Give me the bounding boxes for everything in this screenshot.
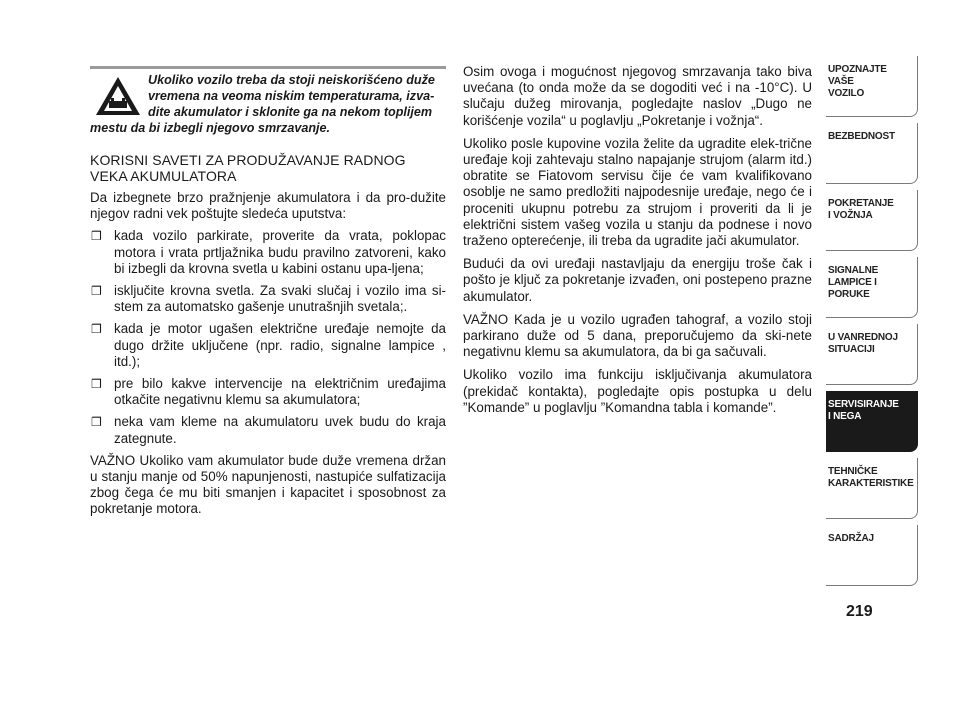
tab-label: VAŠE bbox=[828, 76, 854, 87]
checkbox-bullet-icon: ❒ bbox=[91, 229, 102, 244]
paragraph: Osim ovoga i mogućnost njegovog smrzavanja tako biva uvećana (to onda može da se dogoditi već i na -10°C). U slučaju dužeg mirovanja, pogledajte naslov „Dugo ne korišćenje vozila“ u poglavlju „Pokretanje i vožnja“. bbox=[463, 64, 812, 128]
intro-paragraph: Da izbegnete brzo pražnjenje akumulatora i da pro-dužite njegov radni vek poštujte sledeća uputstva: bbox=[90, 190, 446, 222]
list-item bbox=[90, 228, 446, 277]
section-heading bbox=[90, 152, 446, 184]
list-item-text: neka vam kleme na akumulatoru uvek budu do kraja zategnute. bbox=[114, 414, 446, 446]
important-note: VAŽNO Ukoliko vam akumulator bude duže vremena držan u stanju manje od 50% napunjenosti, nastupiće sulfatizacija zbog čega će mu biti smanjen i kapacitet i sposobnost za pokretanje motora. bbox=[90, 452, 446, 517]
page-number: 219 bbox=[846, 603, 873, 620]
tab-label: SITUACIJI bbox=[828, 344, 875, 355]
heading-line: KORISNI SAVETI ZA PRODUŽAVANJE RADNOG bbox=[90, 152, 406, 168]
warning-line: Ukoliko vozilo treba da stoji neiskorišćeno duže bbox=[148, 73, 435, 87]
paragraph: Ukoliko vozilo ima funkciju isključivanja akumulatora (prekidač kontakta), pogledajte opis postupka u delu ”Komande” u poglavlju ”Komandna tabla i komande”. bbox=[463, 367, 812, 415]
right-column bbox=[463, 64, 812, 423]
tab-servisiranje-i-nega[interactable] bbox=[826, 391, 918, 452]
tab-label: SADRŽAJ bbox=[828, 533, 874, 544]
checkbox-bullet-icon: ❒ bbox=[91, 377, 102, 392]
left-column bbox=[90, 152, 446, 524]
tab-label: U VANREDNOJ bbox=[828, 332, 898, 343]
tab-bezbednost[interactable] bbox=[826, 123, 918, 184]
tab-tehnicke-karakteristike[interactable] bbox=[826, 458, 918, 519]
chapter-tabs bbox=[826, 56, 918, 592]
list-item-text: isključite krovna svetla. Za svaki slučaj i vozilo ima si-stem za automatsko gašenje unutrašnjih svetala;. bbox=[114, 283, 446, 315]
tab-label: VOZILO bbox=[828, 88, 865, 99]
paragraph: Ukoliko posle kupovine vozila želite da ugradite elek-trične uređaje koji zahtevaju stalno napajanje strujom (alarm itd.) obratite se Fiatovom servisu čije će vam kvalifikovano osoblje ne samo predložiti najpodesnije uređaje, nego će i proceniti ukupnu potrebu za strujom i proveriti da li je električni sistem vašeg vozila u stanju da podnese i novo traženo opterećenje, ili treba da ugradite jači akumulator. bbox=[463, 135, 812, 249]
checkbox-bullet-icon: ❒ bbox=[91, 415, 102, 430]
paragraph: VAŽNO Kada je u vozilo ugrađen tahograf, a vozilo stoji parkirano duže od 5 dana, preporučujemo da ski-nete negativnu klemu sa akumulatora, da bi ga sačuvali. bbox=[463, 311, 812, 360]
tab-sadrzaj[interactable] bbox=[826, 525, 918, 586]
list-item bbox=[90, 414, 446, 446]
list-item-text: kada vozilo parkirate, proverite da vrata, poklopac motora i vrata prtljažnika budu pravilno zatvoreni, kako bi izbegli da krovna svetla u kabini ostanu upa-ljena; bbox=[114, 228, 446, 276]
warning-line: mestu da bi izbegli njegovo smrzavanje. bbox=[90, 121, 331, 135]
list-item bbox=[90, 376, 446, 408]
tab-label: POKRETANJE bbox=[828, 198, 894, 209]
tab-pokretanje-i-voznja[interactable] bbox=[826, 190, 918, 251]
tab-label: KARAKTERISTIKE bbox=[828, 478, 914, 489]
warning-line: vremena na veoma niskim temperaturama, izva- bbox=[148, 89, 435, 103]
checkbox-bullet-icon: ❒ bbox=[91, 284, 102, 299]
tab-label: SIGNALNE bbox=[828, 265, 879, 276]
warning-line: dite akumulator i sklonite ga na nekom toplijem bbox=[148, 105, 433, 119]
list-item bbox=[90, 283, 446, 315]
tab-label: SERVISIRANJE bbox=[828, 399, 899, 410]
tab-signalne-lampice[interactable] bbox=[826, 257, 918, 318]
tips-list bbox=[90, 228, 446, 446]
list-item bbox=[90, 321, 446, 370]
warning-text bbox=[90, 72, 446, 136]
paragraph: Budući da ovi uređaji nastavljaju da energiju troše čak i pošto je ključ za pokretanje izvađen, oni postepeno prazne akumulator. bbox=[463, 256, 812, 304]
tab-label: I VOŽNJA bbox=[828, 210, 873, 221]
heading-line: VEKA AKUMULATORA bbox=[90, 168, 237, 184]
tab-upoznajte-vase-vozilo[interactable] bbox=[826, 56, 918, 117]
tab-label: BEZBEDNOST bbox=[828, 131, 895, 142]
warning-rule bbox=[90, 66, 446, 69]
tab-label: UPOZNAJTE bbox=[828, 64, 887, 75]
tab-label: I NEGA bbox=[828, 411, 862, 422]
list-item-text: pre bilo kakve intervencije na električnim uređajima otkačite negativnu klemu sa akumulatora; bbox=[114, 376, 446, 408]
tab-label: LAMPICE I PORUKE bbox=[828, 277, 877, 300]
list-item-text: kada je motor ugašen električne uređaje nemojte da dugo držite uključene (npr. radio, signalne lampice , itd.); bbox=[114, 321, 446, 369]
checkbox-bullet-icon: ❒ bbox=[91, 322, 102, 337]
tab-label: TEHNIČKE bbox=[828, 466, 878, 477]
tab-u-vanrednoj-situaciji[interactable] bbox=[826, 324, 918, 385]
